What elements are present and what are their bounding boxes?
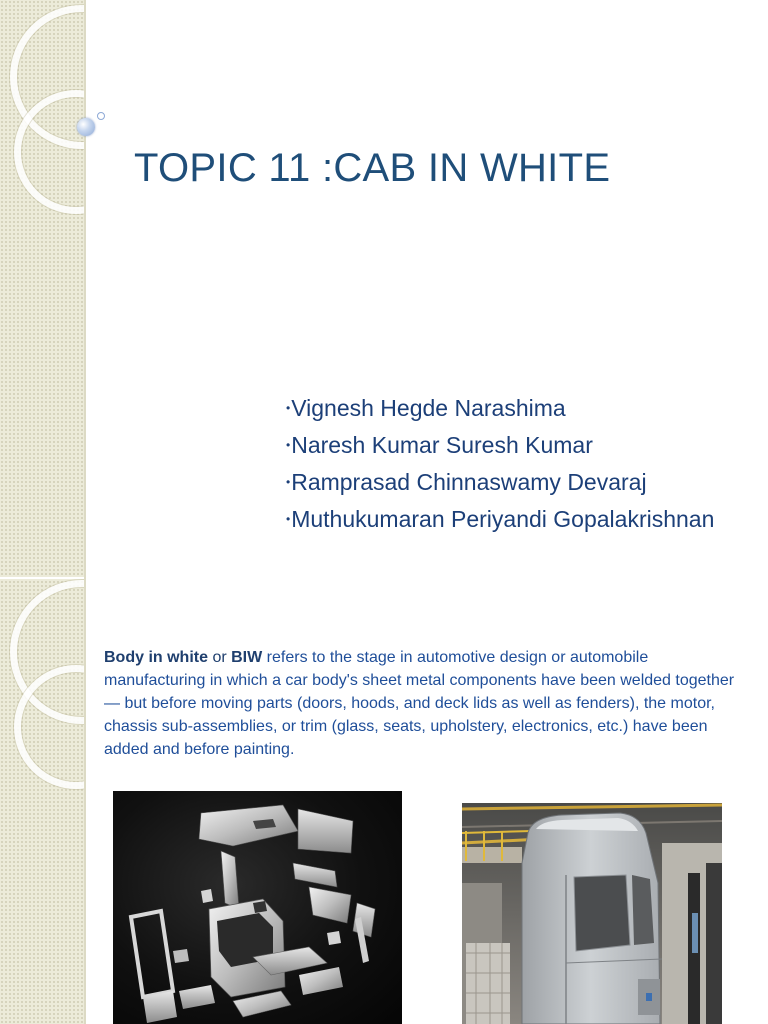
author-item (286, 431, 726, 460)
author-name: Naresh Kumar Suresh Kumar (291, 432, 593, 458)
biw-description (104, 646, 744, 761)
author-name: Ramprasad Chinnaswamy Devaraj (291, 469, 647, 495)
strip-edge-line (84, 0, 86, 1024)
author-list (286, 394, 726, 542)
factory-cab-illustration (462, 803, 722, 1024)
author-item (286, 394, 726, 423)
author-name: Muthukumaran Periyandi Gopalakrishnan (291, 506, 715, 532)
bullet-icon: • (286, 512, 291, 526)
exploded-cab-image (113, 791, 402, 1024)
author-name: Vignesh Hegde Narashima (291, 395, 566, 421)
author-item (286, 468, 726, 497)
slide-title: TOPIC 11 :CAB IN WHITE (134, 146, 611, 190)
decorative-bubble-small (97, 112, 105, 120)
bullet-icon: • (286, 475, 291, 489)
exploded-cab-illustration (113, 791, 402, 1024)
bullet-icon: • (286, 438, 291, 452)
strip-divider (0, 577, 84, 579)
decorative-bubble (77, 118, 95, 136)
factory-cab-photo (462, 803, 722, 1024)
term-biw: BIW (231, 649, 263, 666)
description-body: refers to the stage in automotive design or automobile manufacturing in which a car body's sheet metal components have been welded together — but before moving parts (doors, hoods, and deck lids as well as fenders), the motor, chassis sub-assemblies, or trim (glass, seats, upholstery, electronics, etc.) have been added and before painting. (104, 649, 735, 758)
bullet-icon: • (286, 401, 291, 415)
decorative-side-strip (0, 0, 84, 1024)
term-body-in-white: Body in white (104, 649, 208, 666)
description-connector: or (208, 649, 232, 666)
author-item (286, 505, 726, 534)
